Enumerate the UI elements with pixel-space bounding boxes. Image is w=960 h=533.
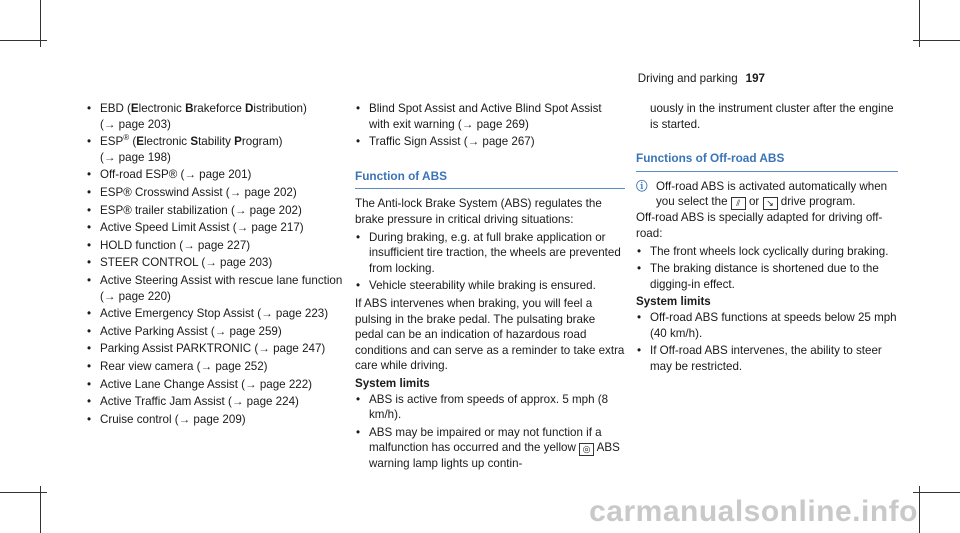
column-3 — [636, 101, 898, 376]
rock-program-icon: ↘ — [763, 197, 778, 210]
list-item[interactable]: • Active Emergency Stop Assist (→ page 223) — [86, 306, 352, 322]
list-item[interactable]: • Cruise control (→ page 209) — [86, 412, 352, 428]
subheading-system-limits: System limits — [355, 376, 430, 390]
header-title: Driving and parking — [637, 72, 738, 85]
info-note: ⓘ Off-road ABS is activated automatically when you select the ⫽ or ↘ drive program. — [636, 179, 888, 209]
list-item: • ABS may be impaired or may not function if a malfunction has occurred and the yellow ◎ ABS warning lamp lights up contin- — [355, 425, 625, 472]
page-header — [638, 71, 765, 87]
crop-mark — [919, 486, 920, 533]
paragraph: The Anti-lock Brake System (ABS) regulates the brake pressure in critical driving situations: — [355, 197, 602, 226]
list-item[interactable]: • Active Steering Assist with rescue lane function (→ page 220) — [86, 273, 352, 304]
list-item[interactable]: • Traffic Sign Assist (→ page 267) — [355, 134, 625, 150]
page-ref-link[interactable]: (→ page 198) — [100, 150, 171, 164]
paragraph: Off-road ABS is specially adapted for driving off-road: — [636, 211, 883, 240]
list-item: • ESP® (Electronic Stability Program) (→ page 198) — [86, 134, 352, 165]
offroad-program-icon: ⫽ — [731, 197, 746, 210]
column-1 — [86, 101, 352, 429]
list-item: • EBD (Electronic Brakeforce Distribution) (→ page 203) — [86, 101, 352, 132]
list-item: • ABS is active from speeds of approx. 5 mph (8 km/h). — [355, 392, 625, 423]
crop-mark — [0, 492, 47, 493]
list-item[interactable]: • Blind Spot Assist and Active Blind Spot Assist with exit warning (→ page 269) — [355, 101, 625, 132]
list-item[interactable]: • ESP® Crosswind Assist (→ page 202) — [86, 185, 352, 201]
paragraph: uously in the instrument cluster after the engine is started. — [650, 102, 894, 131]
abs-warning-lamp-icon: ◎ — [579, 443, 594, 456]
list-item[interactable]: • Active Speed Limit Assist (→ page 217) — [86, 220, 352, 236]
list-item[interactable]: • HOLD function (→ page 227) — [86, 238, 352, 254]
list-item: • Vehicle steerability while braking is ensured. — [355, 278, 625, 294]
watermark: carmanualsonline.info — [589, 495, 918, 528]
list-item: • The front wheels lock cyclically during braking. — [636, 244, 898, 260]
crop-mark — [913, 492, 960, 493]
list-item[interactable]: • Parking Assist PARKTRONIC (→ page 247) — [86, 341, 352, 357]
section-heading-offroad-abs: Functions of Off-road ABS — [636, 151, 898, 172]
crop-mark — [40, 486, 41, 533]
list-item: • If Off-road ABS intervenes, the ability to steer may be restricted. — [636, 343, 898, 374]
page-number: 197 — [745, 72, 765, 85]
list-item[interactable]: • ESP® trailer stabilization (→ page 202) — [86, 203, 352, 219]
list-item[interactable]: • STEER CONTROL (→ page 203) — [86, 255, 352, 271]
column-2 — [355, 101, 625, 474]
crop-mark — [913, 40, 960, 41]
list-item[interactable]: • Off-road ESP® (→ page 201) — [86, 167, 352, 183]
list-item: • Off-road ABS functions at speeds below 25 mph (40 km/h). — [636, 310, 898, 341]
crop-mark — [0, 40, 47, 41]
list-item: • The braking distance is shortened due to the digging-in effect. — [636, 261, 898, 292]
list-item[interactable]: • Active Traffic Jam Assist (→ page 224) — [86, 394, 352, 410]
section-heading-abs: Function of ABS — [355, 169, 625, 190]
list-item[interactable]: • Active Parking Assist (→ page 259) — [86, 324, 352, 340]
paragraph: If ABS intervenes when braking, you will feel a pulsing in the brake pedal. The pulsating brake pedal can be an indication of hazardous road conditions and can serve as a reminder to take extra care while driving. — [355, 296, 625, 373]
info-icon: ⓘ — [636, 179, 648, 193]
page-ref-link[interactable]: (→ page 203) — [100, 117, 171, 131]
list-item[interactable]: • Rear view camera (→ page 252) — [86, 359, 352, 375]
list-item: • During braking, e.g. at full brake application or insufficient tire traction, the wheels are prevented from locking. — [355, 230, 625, 277]
subheading-system-limits: System limits — [636, 295, 711, 309]
list-item[interactable]: • Active Lane Change Assist (→ page 222) — [86, 377, 352, 393]
